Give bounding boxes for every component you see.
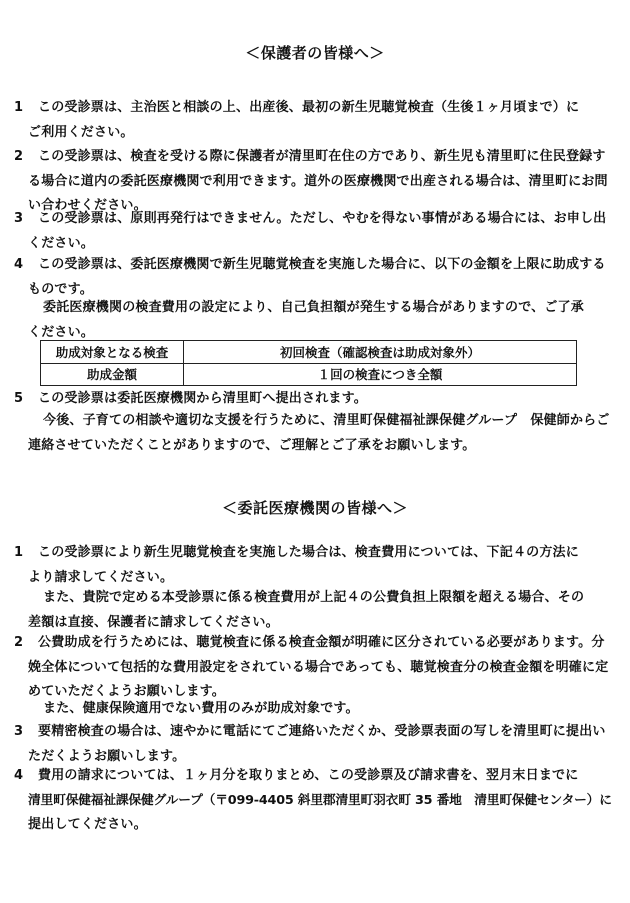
item-text: めていただくようお願いします。: [28, 684, 225, 699]
institution-item-2: [14, 631, 619, 705]
guardian-item-5-note: [14, 409, 619, 458]
item-number: 5: [14, 391, 24, 406]
item-text: 提出してください。: [28, 817, 147, 832]
item-text: 差額は直接、保護者に請求してください。: [28, 614, 279, 630]
item-text: 清里町保健福祉課保健グループ（〒099-4405 斜里郡清里町羽衣町 35 番地 清里町保健センター）に: [28, 792, 612, 808]
subsidy-table: [40, 340, 577, 386]
item-text: 委託医療機関の検査費用の設定により、自己負担額が発生する場合がありますので、ご了承: [43, 300, 584, 315]
institution-item-2-note: [14, 697, 619, 722]
item-text: 公費助成を行うためには、聴覚検査に係る検査金額が明確に区分されている必要があります。分: [38, 635, 605, 650]
item-text: この受診票は、検査を受ける際に保護者が清里町在住の方であり、新生児も清里町に住民登録す: [38, 149, 606, 164]
item-text: ください。: [28, 235, 95, 251]
institution-item-1-note: [14, 586, 619, 635]
guardian-item-4: [14, 253, 619, 302]
item-number: 3: [14, 724, 24, 739]
item-text: 連絡させていただくことがありますので、ご理解とご了承をお願いします。: [28, 437, 476, 453]
table-cell-label: 助成金額: [41, 363, 184, 386]
section-title-guardians: ＜保護者の皆様へ＞: [245, 44, 385, 62]
table-row: [41, 341, 577, 364]
item-text: 要精密検査の場合は、速やかに電話にてご連絡いただくか、受診票表面の写しを清里町に提出い: [38, 724, 606, 739]
item-text: 今後、子育ての相談や適切な支援を行うために、清里町保健福祉課保健グループ 保健師からご: [43, 413, 610, 428]
item-text: 娩全体について包括的な費用設定をされている場合であっても、聴覚検査分の検査金額を明確に定: [28, 659, 609, 675]
guardian-item-4-note: [14, 296, 619, 345]
item-text: ただくようお願いします。: [28, 748, 186, 764]
table-cell-value: １回の検査につき全額: [184, 363, 577, 386]
item-number: 2: [14, 635, 24, 650]
item-number: 4: [14, 768, 24, 783]
guardian-item-3: [14, 207, 619, 256]
item-text: る場合に道内の委託医療機関で利用できます。道外の医療機関で出産される場合は、清里町にお問: [28, 173, 608, 189]
item-text: 費用の請求については、１ヶ月分を取りまとめ、この受診票及び請求書を、翌月末日までに: [38, 768, 579, 783]
item-number: 1: [14, 100, 24, 115]
institution-item-1: [14, 541, 619, 590]
item-number: 4: [14, 257, 24, 272]
institution-item-4: [14, 764, 619, 838]
guardian-item-5: [14, 387, 619, 412]
item-text: ください。: [28, 324, 95, 340]
guardian-item-1: [14, 96, 619, 145]
item-text: い合わせください。: [28, 198, 147, 213]
item-text: この受診票は、委託医療機関で新生児聴覚検査を実施した場合に、以下の金額を上限に助成する: [38, 257, 606, 272]
table-cell-label: 助成対象となる検査: [41, 341, 184, 364]
item-text: ご利用ください。: [28, 124, 134, 140]
item-text: より請求してください。: [28, 569, 174, 585]
item-number: 1: [14, 545, 24, 560]
institution-item-3: [14, 720, 619, 769]
item-text: この受診票は、主治医と相談の上、出産後、最初の新生児聴覚検査（生後１ヶ月頃まで）に: [38, 100, 580, 115]
item-text: また、健康保険適用でない費用のみが助成対象です。: [43, 701, 359, 716]
item-number: 3: [14, 211, 24, 226]
section-title-medical-institutions: ＜委託医療機関の皆様へ＞: [221, 499, 408, 517]
table-cell-value: 初回検査（確認検査は助成対象外）: [184, 341, 577, 364]
table-row: [41, 363, 577, 386]
item-text: この受診票は、原則再発行はできません。ただし、やむを得ない事情がある場合には、お申し出: [38, 211, 607, 226]
item-number: 2: [14, 149, 24, 164]
item-text: ものです。: [28, 281, 93, 297]
item-text: また、貴院で定める本受診票に係る検査費用が上記４の公費負担上限額を超える場合、その: [43, 590, 585, 605]
item-text: この受診票は委託医療機関から清里町へ提出されます。: [38, 391, 367, 406]
item-text: この受診票により新生児聴覚検査を実施した場合は、検査費用については、下記４の方法に: [38, 545, 579, 560]
